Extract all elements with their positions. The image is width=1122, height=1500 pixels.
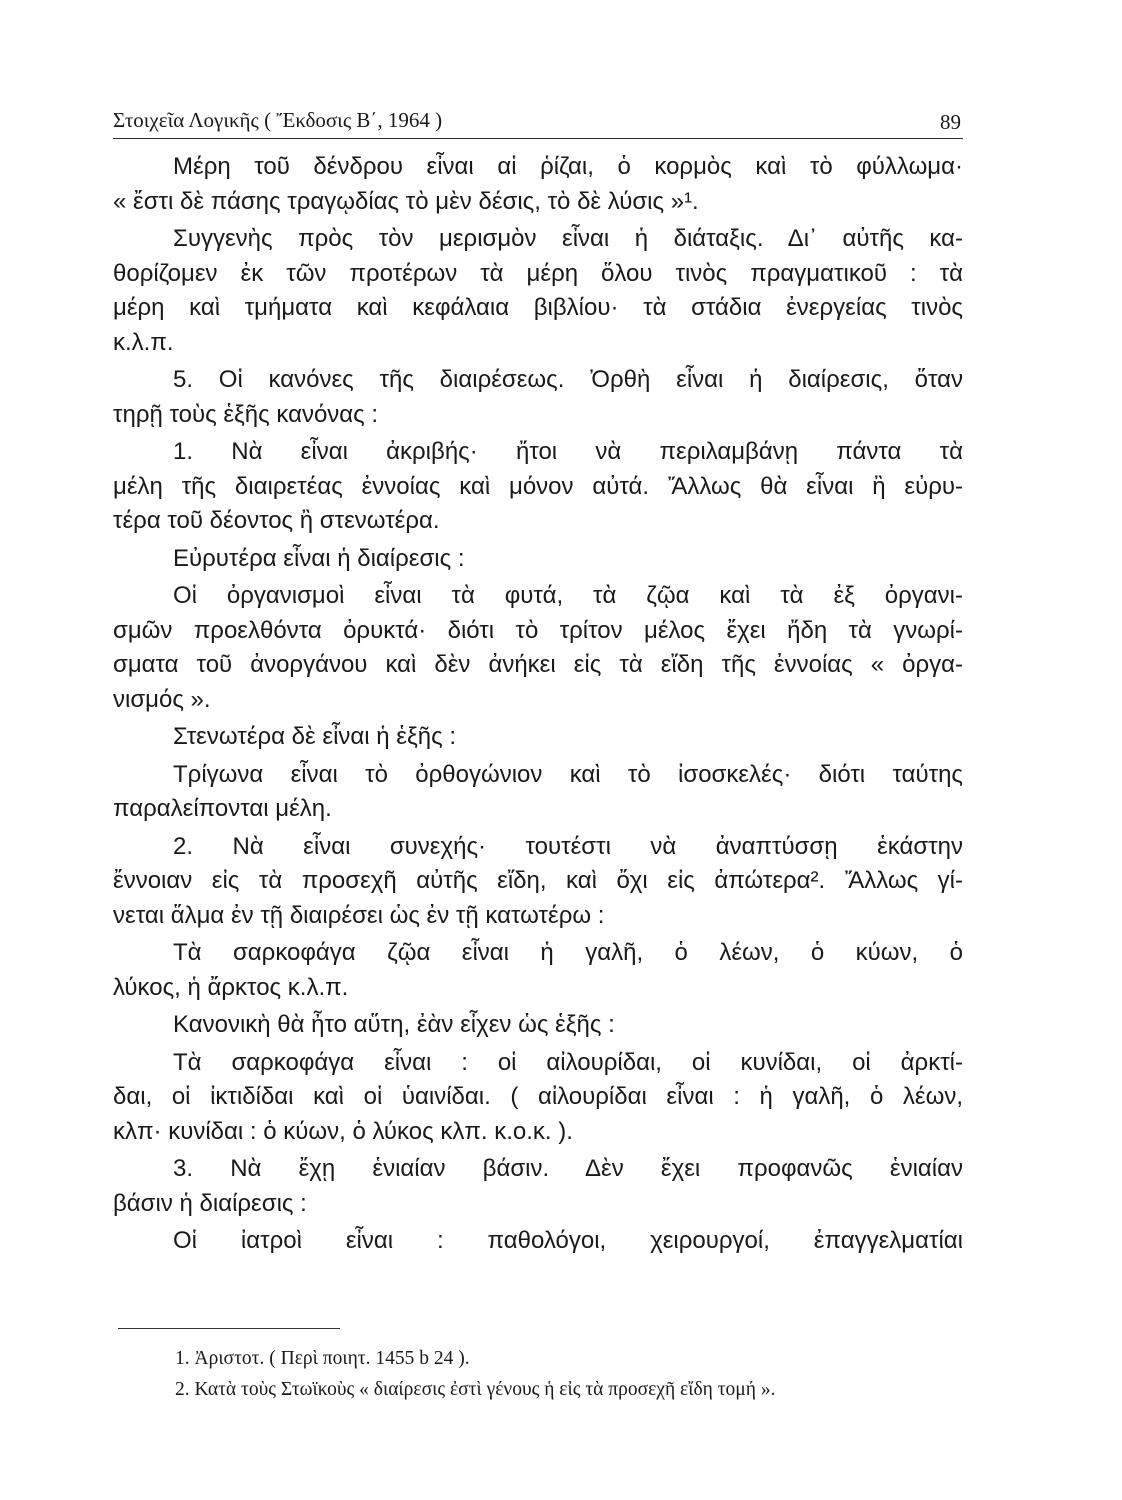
text-line: Συγγενὴς πρὸς τὸν μερισμὸν εἶναι ἡ διάταξις. Δι᾽ αὐτῆς κα-	[173, 225, 963, 252]
text-line: θορίζομεν ἐκ τῶν προτέρων τὰ μέρη ὅλου τινὸς πραγματικοῦ : τὰ	[113, 259, 963, 287]
text-line: παραλείπονται μέλη.	[113, 795, 332, 822]
paragraph	[113, 579, 963, 717]
text-line: νισμός ».	[113, 685, 211, 713]
text-line: Τρίγωνα εἶναι τὸ ὀρθογώνιον καὶ τὸ ἰσοσκελές· διότι ταύτης	[173, 760, 963, 788]
text-line: Στενωτέρα δὲ εἶναι ἡ ἑξῆς :	[173, 723, 456, 750]
paragraph	[113, 1046, 963, 1150]
text-line: κ.λ.π.	[113, 328, 174, 356]
text-line: Εὐρυτέρα εἶναι ἡ διαίρεσις :	[173, 544, 465, 572]
text-line: 1. Νὰ εἶναι ἀκριβής· ἤτοι νὰ περιλαμβάνῃ πάντα τὰ	[173, 438, 963, 465]
text-line: βάσιν ἡ διαίρεσις :	[113, 1189, 307, 1217]
text-line: σμῶν προελθόντα ὀρυκτά· διότι τὸ τρίτον μέλος ἔχει ἤδη τὰ γνωρί-	[113, 616, 963, 644]
footnote: 1. Ἀριστοτ. ( Περὶ ποιητ. 1455 b 24 ).	[175, 1348, 470, 1369]
paragraph	[113, 435, 963, 539]
footnote-rule	[118, 1328, 340, 1329]
page-number: 89	[940, 110, 961, 134]
text-line: σματα τοῦ ἀνοργάνου καὶ δὲν ἀνήκει εἰς τὰ εἴδη τῆς ἐννοίας « ὀργα-	[113, 651, 963, 678]
text-line: Οἱ ὀργανισμοὶ εἶναι τὰ φυτά, τὰ ζῷα καὶ τὰ ἐξ ὀργανι-	[173, 582, 963, 609]
text-line: δαι, οἱ ἰκτιδίδαι καὶ οἱ ὑαινίδαι. ( αἰλουρίδαι εἶναι : ἡ γαλῆ, ὁ λέων,	[113, 1083, 963, 1110]
section-heading-paragraph	[113, 363, 963, 432]
text-line: Μέρη τοῦ δένδρου εἶναι αἱ ῥίζαι, ὁ κορμὸς καὶ τὸ φύλλωμα·	[173, 153, 963, 180]
text-line: Οἱ ἰατροὶ εἶναι : παθολόγοι, χειρουργοί, ἐπαγγελματίαι	[173, 1227, 963, 1254]
text-line: τέρα τοῦ δέοντος ἢ στενωτέρα.	[113, 507, 440, 534]
text-line: « ἔστι δὲ πάσης τραγῳδίας τὸ μὲν δέσις, τὸ δὲ λύσις »¹.	[113, 187, 699, 215]
footnotes	[113, 1328, 983, 1405]
text-line: νεται ἅλμα ἐν τῇ διαιρέσει ὡς ἐν τῇ κατωτέρω :	[113, 901, 605, 929]
paragraph	[113, 758, 963, 827]
paragraph	[113, 936, 963, 1005]
running-header	[113, 104, 963, 139]
text-line: Τὰ σαρκοφάγα εἶναι : οἱ αἰλουρίδαι, οἱ κυνίδαι, οἱ ἀρκτί-	[173, 1048, 963, 1076]
text-line: τηρῇ τοὺς ἑξῆς κανόνας :	[113, 400, 379, 428]
paragraph	[113, 720, 963, 755]
text-line: λύκος, ἡ ἄρκτος κ.λ.π.	[113, 973, 349, 1001]
paragraph	[113, 222, 963, 360]
paragraph	[113, 150, 963, 219]
paragraph	[113, 1224, 963, 1259]
text-line: Κανονικὴ θὰ ἦτο αὕτη, ἐὰν εἶχεν ὡς ἑξῆς :	[173, 1011, 615, 1038]
text-line: 5. Οἱ κανόνες τῆς διαιρέσεως. Ὀρθὴ εἶναι ἡ διαίρεσις, ὅταν	[173, 366, 963, 393]
running-title: Στοιχεῖα Λογικῆς ( Ἔκδοσις Β΄, 1964 )	[113, 108, 443, 132]
text-line: ἔννοιαν εἰς τὰ προσεχῆ αὐτῆς εἴδη, καὶ ὄχι εἰς ἀπώτερα². Ἄλλως γί-	[113, 867, 963, 894]
text-line: κλπ· κυνίδαι : ὁ κύων, ὁ λύκος κλπ. κ.ο.κ. ).	[113, 1117, 573, 1145]
text-line: 3. Νὰ ἔχῃ ἑνιαίαν βάσιν. Δὲν ἔχει προφανῶς ἑνιαίαν	[173, 1155, 963, 1182]
text-line: Τὰ σαρκοφάγα ζῷα εἶναι ἡ γαλῆ, ὁ λέων, ὁ κύων, ὁ	[173, 939, 963, 966]
footnote: 2. Κατὰ τοὺς Στωϊκοὺς « διαίρεσις ἐστὶ γένους ἡ εἰς τὰ προσεχῆ εἴδη τομή ».	[175, 1379, 776, 1400]
paragraph	[113, 830, 963, 934]
text-line: 2. Νὰ εἶναι συνεχής· τουτέστι νὰ ἀναπτύσσῃ ἑκάστην	[173, 832, 963, 860]
main-text	[113, 150, 963, 1262]
text-line: μέρη καὶ τμήματα καὶ κεφάλαια βιβλίου· τὰ στάδια ἐνεργείας τινὸς	[113, 294, 963, 321]
paragraph	[113, 542, 963, 577]
paragraph	[113, 1152, 963, 1221]
text-line: μέλη τῆς διαιρετέας ἐννοίας καὶ μόνον αὐτά. Ἄλλως θὰ εἶναι ἢ εὐρυ-	[113, 472, 963, 500]
paragraph	[113, 1008, 963, 1043]
